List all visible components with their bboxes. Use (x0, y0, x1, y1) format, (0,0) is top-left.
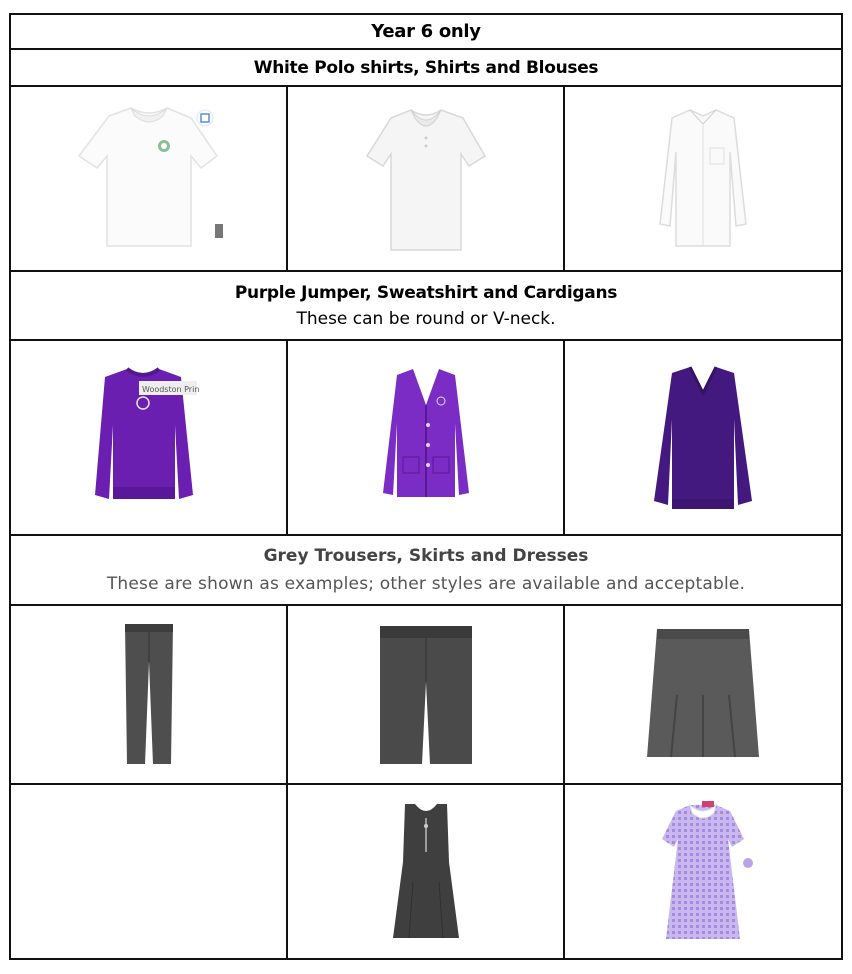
uniform-table (9, 13, 843, 960)
white-shirt-cell (564, 86, 842, 271)
grey-skirt-cell (564, 605, 842, 784)
white-polo-logo-image (69, 104, 229, 254)
jumpers-subtitle: These can be round or V-neck. (296, 308, 556, 329)
jumpers-title: Purple Jumper, Sweatshirt and Cardigans (234, 282, 618, 303)
white-shirt-image (648, 104, 758, 254)
grey-shorts-image (376, 622, 476, 767)
empty-cell (10, 784, 287, 959)
jumpers-header-cell (10, 271, 842, 340)
polo-plain-cell (287, 86, 564, 271)
gingham-dress-cell (564, 784, 842, 959)
grey-pinafore-cell (287, 784, 564, 959)
grey-header-cell (10, 535, 842, 605)
grey-shorts-cell (287, 605, 564, 784)
grey-trousers-cell (10, 605, 287, 784)
woodston-tag-text: Woodston Prin (141, 385, 199, 394)
grey-subtitle: These are shown as examples; other styles are available and acceptable. (106, 574, 746, 594)
grey-skirt-image (643, 625, 763, 765)
purple-cardigan-cell (287, 340, 564, 535)
purple-vneck-cell (564, 340, 842, 535)
year-title: Year 6 only (10, 14, 842, 49)
purple-cardigan-image (371, 365, 481, 510)
grey-pinafore-image (391, 802, 461, 942)
purple-gingham-dress-image (648, 799, 758, 944)
polo-logo-cell (10, 86, 287, 271)
white-polo-plain-image (361, 104, 491, 254)
purple-sweatshirt-image (69, 365, 229, 510)
shirts-title: White Polo shirts, Shirts and Blouses (10, 49, 842, 86)
purple-vneck-image (638, 363, 768, 513)
purple-sweatshirt-cell (10, 340, 287, 535)
grey-title: Grey Trousers, Skirts and Dresses (263, 546, 589, 566)
grey-trousers-image (119, 622, 179, 767)
